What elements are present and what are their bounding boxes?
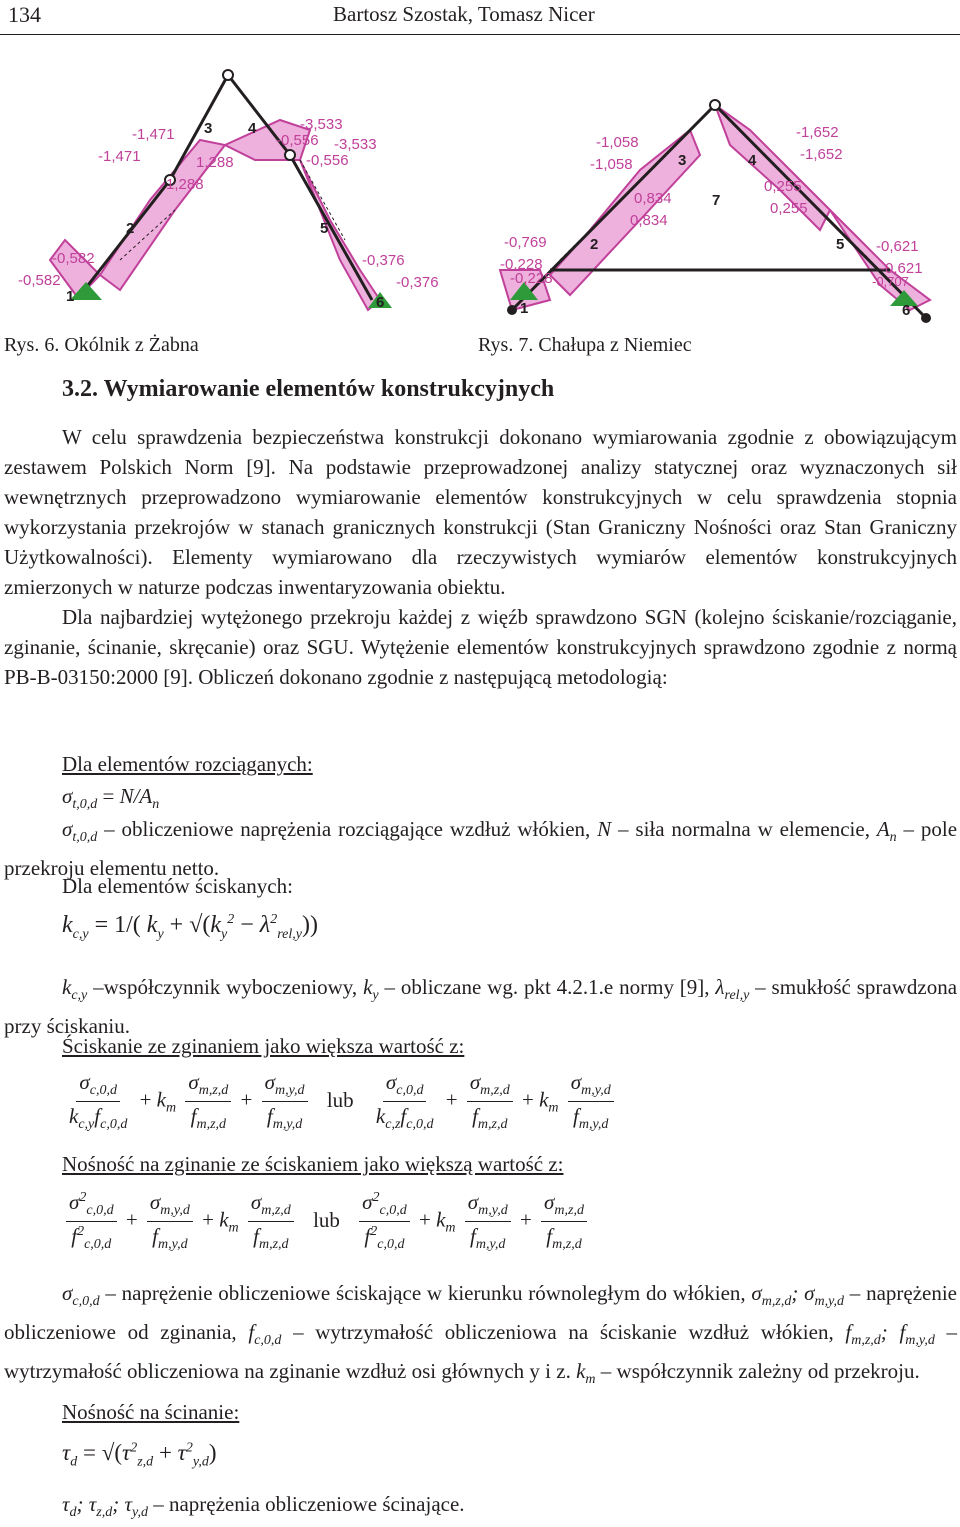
fig7-value: 0,834 xyxy=(634,190,672,207)
fig7-value: -0,707 xyxy=(872,274,909,289)
fig7-value: -1,058 xyxy=(596,134,639,151)
fig7-value: -0,228 xyxy=(500,256,543,273)
fig7-node-3: 3 xyxy=(678,152,687,169)
fig6-value: -3,533 xyxy=(300,116,343,133)
fig6-node-3: 3 xyxy=(204,120,213,137)
fig7-node-2: 2 xyxy=(590,236,599,253)
fig7-node-6: 6 xyxy=(902,302,911,319)
equation-tension: $\sigma_{t,0,d} = N/A_n$ xyxy=(62,784,160,813)
fig6-value: -1,471 xyxy=(132,126,175,143)
fig7-value: -0,769 xyxy=(504,234,547,251)
fig7-value: 0,255 xyxy=(770,200,808,217)
fig6-node-5: 5 xyxy=(320,220,329,237)
fig6-node-6: 6 xyxy=(376,294,385,311)
header-rule xyxy=(0,34,960,35)
paragraph-1: W celu sprawdzenia bezpieczeństwa konstrukcji dokonano wymiarowania zgodnie z obowiązującym zestawem Polskich Norm [9]. Na podstawie przeprowadzonej analizy statycznej oraz wyznaczonych sił wewnętrznych przeprowadzono wymiarowanie elementów konstrukcyjnych w celu sprawdzenia stopnia wykorzystania przekrojów w stanach granicznych konstrukcji (Stan Graniczny Nośności oraz Stan Graniczny Użytkowalności). Elementy wymiarowano dla rzeczywistych wymiarów elementów konstrukcyjnych zmierzonych w naturze podczas inwentaryzowania obiektu. xyxy=(4,425,957,599)
fig7-value: -0,228 xyxy=(510,270,553,287)
figure-6-caption: Rys. 6. Okólnik z Żabna xyxy=(4,334,199,356)
fig7-value: 0,834 xyxy=(630,212,668,229)
fig6-value: -0,556 xyxy=(276,132,319,149)
figure-7-caption: Rys. 7. Chałupa z Niemiec xyxy=(478,334,692,356)
fig6-node-1: 1 xyxy=(66,288,75,305)
fig6-value: -0,582 xyxy=(52,250,95,267)
figure-7-diagram xyxy=(490,60,960,330)
equation-shear: $\tau_d = √(\tau^2_{z,d} + \tau^2_{y,d})$ xyxy=(62,1440,217,1470)
fig7-node-1: 1 xyxy=(520,300,529,317)
fig6-value: 1,288 xyxy=(196,154,234,171)
heading-compression: Dla elementów ściskanych: xyxy=(62,874,293,898)
figure-6-diagram xyxy=(0,60,460,320)
fig7-node-7: 7 xyxy=(712,192,721,209)
fig6-value: -0,556 xyxy=(306,152,349,169)
heading-compression-bending: Ściskanie ze zginaniem jako większa wartość z: xyxy=(62,1034,465,1058)
heading-shear: Nośność na ścinanie: xyxy=(62,1400,240,1424)
shear-description: $\tau_d$; $\tau_{z,d}$; $\tau_{y,d}$ – naprężenia obliczeniowe ścinające. xyxy=(62,1492,465,1521)
equation-bending-compression: $\frac{\sigma^2_{c,0,d}}{f^2_{c,0,d}}$ + $\frac{\sigma_{m,y,d}}{f_{m,y,d}}$ + $k_m$ $\frac{\sigma_{m,z,d}}{f_{m,z,d}}$ lub $\frac{\sigma^2_{c,0,d}}{f^2_{c,0,d}}$ + $k_m$ $\frac{\sigma_{m,y,d}}{f_{m,y,d}}$ + $\frac{\sigma_{m,z,d}}{f_{m,z,d}}$ xyxy=(62,1190,591,1253)
fig6-node-4: 4 xyxy=(248,120,257,137)
equation-compression-bending: $\frac{\sigma_{c,0,d}}{k_{c,y}f_{c,0,d}}$ + $k_m$ $\frac{\sigma_{m,z,d}}{f_{m,z,d}}$ + $\frac{\sigma_{m,y,d}}{f_{m,y,d}}$ lub $\frac{\sigma_{c,0,d}}{k_{c,z}f_{c,0,d}}$ + $\frac{\sigma_{m,z,d}}{f_{m,z,d}}$ + $k_m$ $\frac{\sigma_{m,y,d}}{f_{m,y,d}}$ xyxy=(62,1070,618,1133)
fig7-value: 0,255 xyxy=(764,178,802,195)
fig6-value: -0,376 xyxy=(396,274,439,291)
fig6-node-2: 2 xyxy=(126,220,135,237)
fig6-value: -0,376 xyxy=(362,252,405,269)
fig7-value: -0,621 xyxy=(880,260,923,277)
fig6-value: -1,471 xyxy=(98,148,141,165)
running-head-authors: Bartosz Szostak, Tomasz Nicer xyxy=(333,2,595,26)
variable-description: $\sigma_{c,0,d}$ – naprężenie obliczeniowe ściskające w kierunku równoległym do włókien, $\sigma_{m,z,d}$; $\sigma_{m,y,d}$ – naprężenie obliczeniowe od zginania, $f_{c,0,d}$ – wytrzymałość obliczeniowa na ściskanie wzdłuż włókien, $f_{m,z,d}$; $f_{m,y,d}$ – wytrzymałość obliczeniowa na zginanie wzdłuż osi głównych y i z. $k_m$ – współczynnik zależny od przekroju. xyxy=(4,1281,958,1388)
paragraph-intro xyxy=(4,422,957,692)
fig6-value: 1,288 xyxy=(166,176,204,193)
fig6-value: -3,533 xyxy=(334,136,377,153)
fig7-value: -1,652 xyxy=(796,124,839,141)
section-title: 3.2. Wymiarowanie elementów konstrukcyjnych xyxy=(62,376,555,402)
equation-kc: $k_{c,y} = 1/$( $k_y + √(k_y^2 - \lambda^2_{rel,y})$) xyxy=(62,912,318,942)
fig7-value: -1,652 xyxy=(800,146,843,163)
fig6-value: -0,582 xyxy=(18,272,61,289)
heading-tension: Dla elementów rozciąganych: xyxy=(62,752,313,776)
fig7-node-4: 4 xyxy=(748,152,757,169)
fig7-value: -1,058 xyxy=(590,156,633,173)
page-number: 134 xyxy=(8,2,41,27)
tension-description: $\sigma_{t,0,d}$ – obliczeniowe naprężenia rozciągające wzdłuż włókien, N – siła normalna w elemencie, $A_n$ – pole przekroju elementu netto. xyxy=(4,817,958,881)
heading-bending-compression: Nośność na zginanie ze ściskaniem jako większą wartość z: xyxy=(62,1152,564,1176)
paragraph-2: Dla najbardziej wytężonego przekroju każdej z więźb sprawdzono SGN (kolejno ściskanie/rozciąganie, zginanie, ścinanie, skręcanie) oraz SGU. Wytężenie elementów konstrukcyjnych sprawdzono zgodnie z normą PB-B-03150:2000 [9]. Obliczeń dokonano zgodnie z następującą metodologią: xyxy=(4,605,957,689)
fig7-value: -0,621 xyxy=(876,238,919,255)
fig7-node-5: 5 xyxy=(836,236,845,253)
kc-description: $k_{c,y}$ –współczynnik wyboczeniowy, $k_y$ – obliczane wg. pkt 4.2.1.e normy [9], $\lambda_{rel,y}$ – smukłość sprawdzona przy ściskaniu. xyxy=(4,975,958,1039)
